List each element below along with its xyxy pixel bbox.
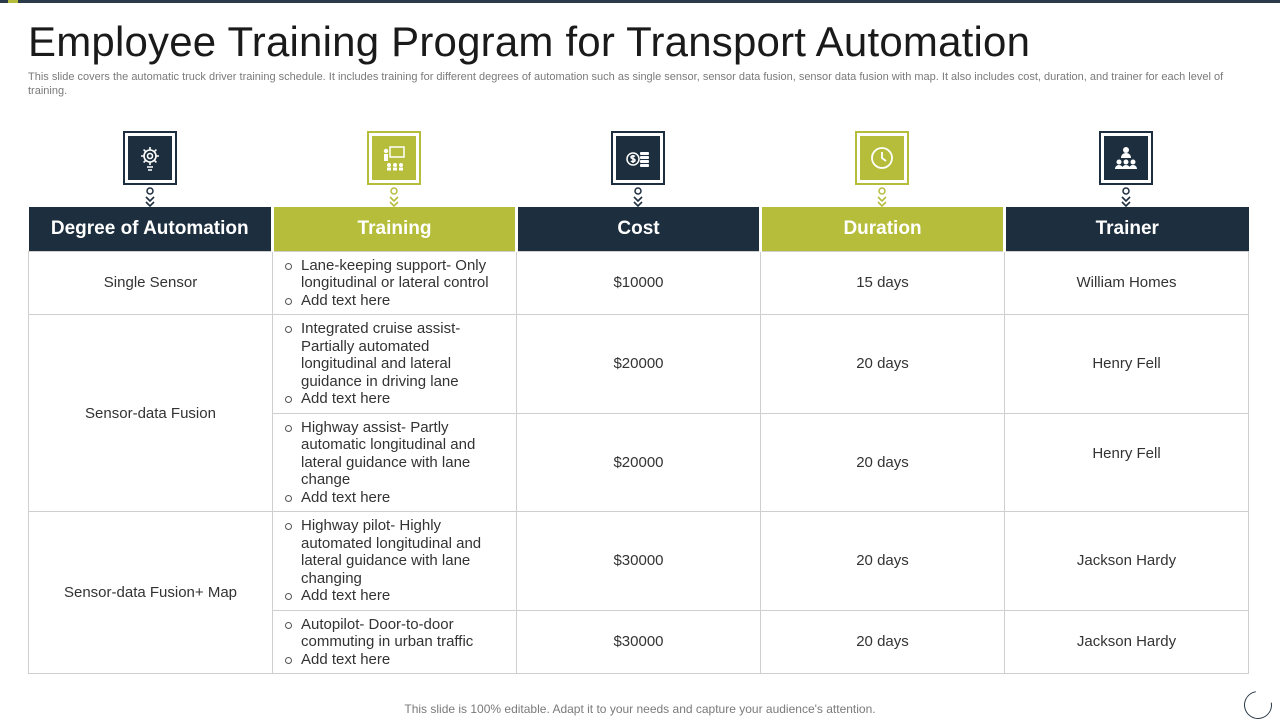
training-cell — [273, 413, 517, 512]
training-item: Autopilot- Door-to-door commuting in urban traffic — [283, 616, 508, 651]
training-item: Highway pilot- Highly automated longitudinal and lateral guidance with lane changing — [283, 517, 508, 587]
training-cell — [273, 315, 517, 414]
degree-cell: Sensor-data Fusion — [29, 315, 273, 512]
trainer-cell: Jackson Hardy — [1005, 512, 1249, 611]
header-training: Training — [273, 207, 517, 251]
duration-cell: 20 days — [761, 610, 1005, 674]
slide-subtitle: This slide covers the automatic truck driver training schedule. It includes training for different degrees of automation such as single sensor, sensor data fusion, sensor data fusion with map. It also includes cost, duration, and trainer for each level of training. — [28, 71, 1224, 97]
header-duration: Duration — [761, 207, 1005, 251]
icon-column-trainer — [1004, 131, 1247, 209]
duration-cell: 20 days — [761, 512, 1005, 611]
header-trainer: Trainer — [1005, 207, 1249, 251]
training-table — [28, 207, 1249, 674]
training-cell — [273, 512, 517, 611]
icon-column-training — [272, 131, 515, 209]
header-cost: Cost — [517, 207, 761, 251]
trainer-cell — [1005, 413, 1249, 512]
corner-accent — [8, 0, 18, 3]
dollar-coins-icon — [611, 131, 665, 185]
slide-title: Employee Training Program for Transport Automation — [28, 18, 1031, 65]
training-item: Add text here — [283, 292, 508, 310]
connector-arrow — [876, 187, 888, 209]
duration-cell: 20 days — [761, 413, 1005, 512]
duration-cell: 20 days — [761, 315, 1005, 414]
footer-note: This slide is 100% editable. Adapt it to your needs and capture your audience's attention. — [404, 702, 876, 716]
training-item: Add text here — [283, 489, 508, 507]
cost-cell: $10000 — [517, 251, 761, 315]
presentation-training-icon — [367, 131, 421, 185]
icon-column-degree — [28, 131, 271, 209]
trainer-cell: Henry Fell — [1005, 315, 1249, 414]
table-row — [29, 251, 1249, 315]
cost-cell: $20000 — [517, 413, 761, 512]
gear-bulb-icon — [123, 131, 177, 185]
table-header-row — [29, 207, 1249, 251]
icon-column-duration — [760, 131, 1003, 209]
cost-cell: $30000 — [517, 610, 761, 674]
team-hierarchy-icon — [1099, 131, 1153, 185]
connector-arrow — [144, 187, 156, 209]
icon-column-cost — [516, 131, 759, 209]
header-degree: Degree of Automation — [29, 207, 273, 251]
connector-arrow — [1120, 187, 1132, 209]
table-row — [29, 315, 1249, 414]
training-item: Add text here — [283, 651, 508, 669]
icon-row — [28, 131, 1248, 209]
connector-arrow — [632, 187, 644, 209]
training-item: Lane-keeping support- Only longitudinal or lateral control — [283, 257, 508, 292]
trainer-cell: William Homes — [1005, 251, 1249, 315]
trainer-name: Henry Fell — [1092, 444, 1161, 462]
training-cell — [273, 610, 517, 674]
training-item: Integrated cruise assist- Partially automated longitudinal and lateral guidance in driving lane — [283, 320, 508, 390]
training-item: Add text here — [283, 587, 508, 605]
degree-cell: Single Sensor — [29, 251, 273, 315]
table-row — [29, 512, 1249, 611]
degree-cell: Sensor-data Fusion+ Map — [29, 512, 273, 674]
clock-icon — [855, 131, 909, 185]
connector-arrow — [388, 187, 400, 209]
cost-cell: $20000 — [517, 315, 761, 414]
training-item: Add text here — [283, 390, 508, 408]
trainer-cell: Jackson Hardy — [1005, 610, 1249, 674]
training-item: Highway assist- Partly automatic longitudinal and lateral guidance with lane change — [283, 419, 508, 489]
top-rule — [0, 0, 1280, 3]
duration-cell: 15 days — [761, 251, 1005, 315]
training-cell — [273, 251, 517, 315]
cost-cell: $30000 — [517, 512, 761, 611]
